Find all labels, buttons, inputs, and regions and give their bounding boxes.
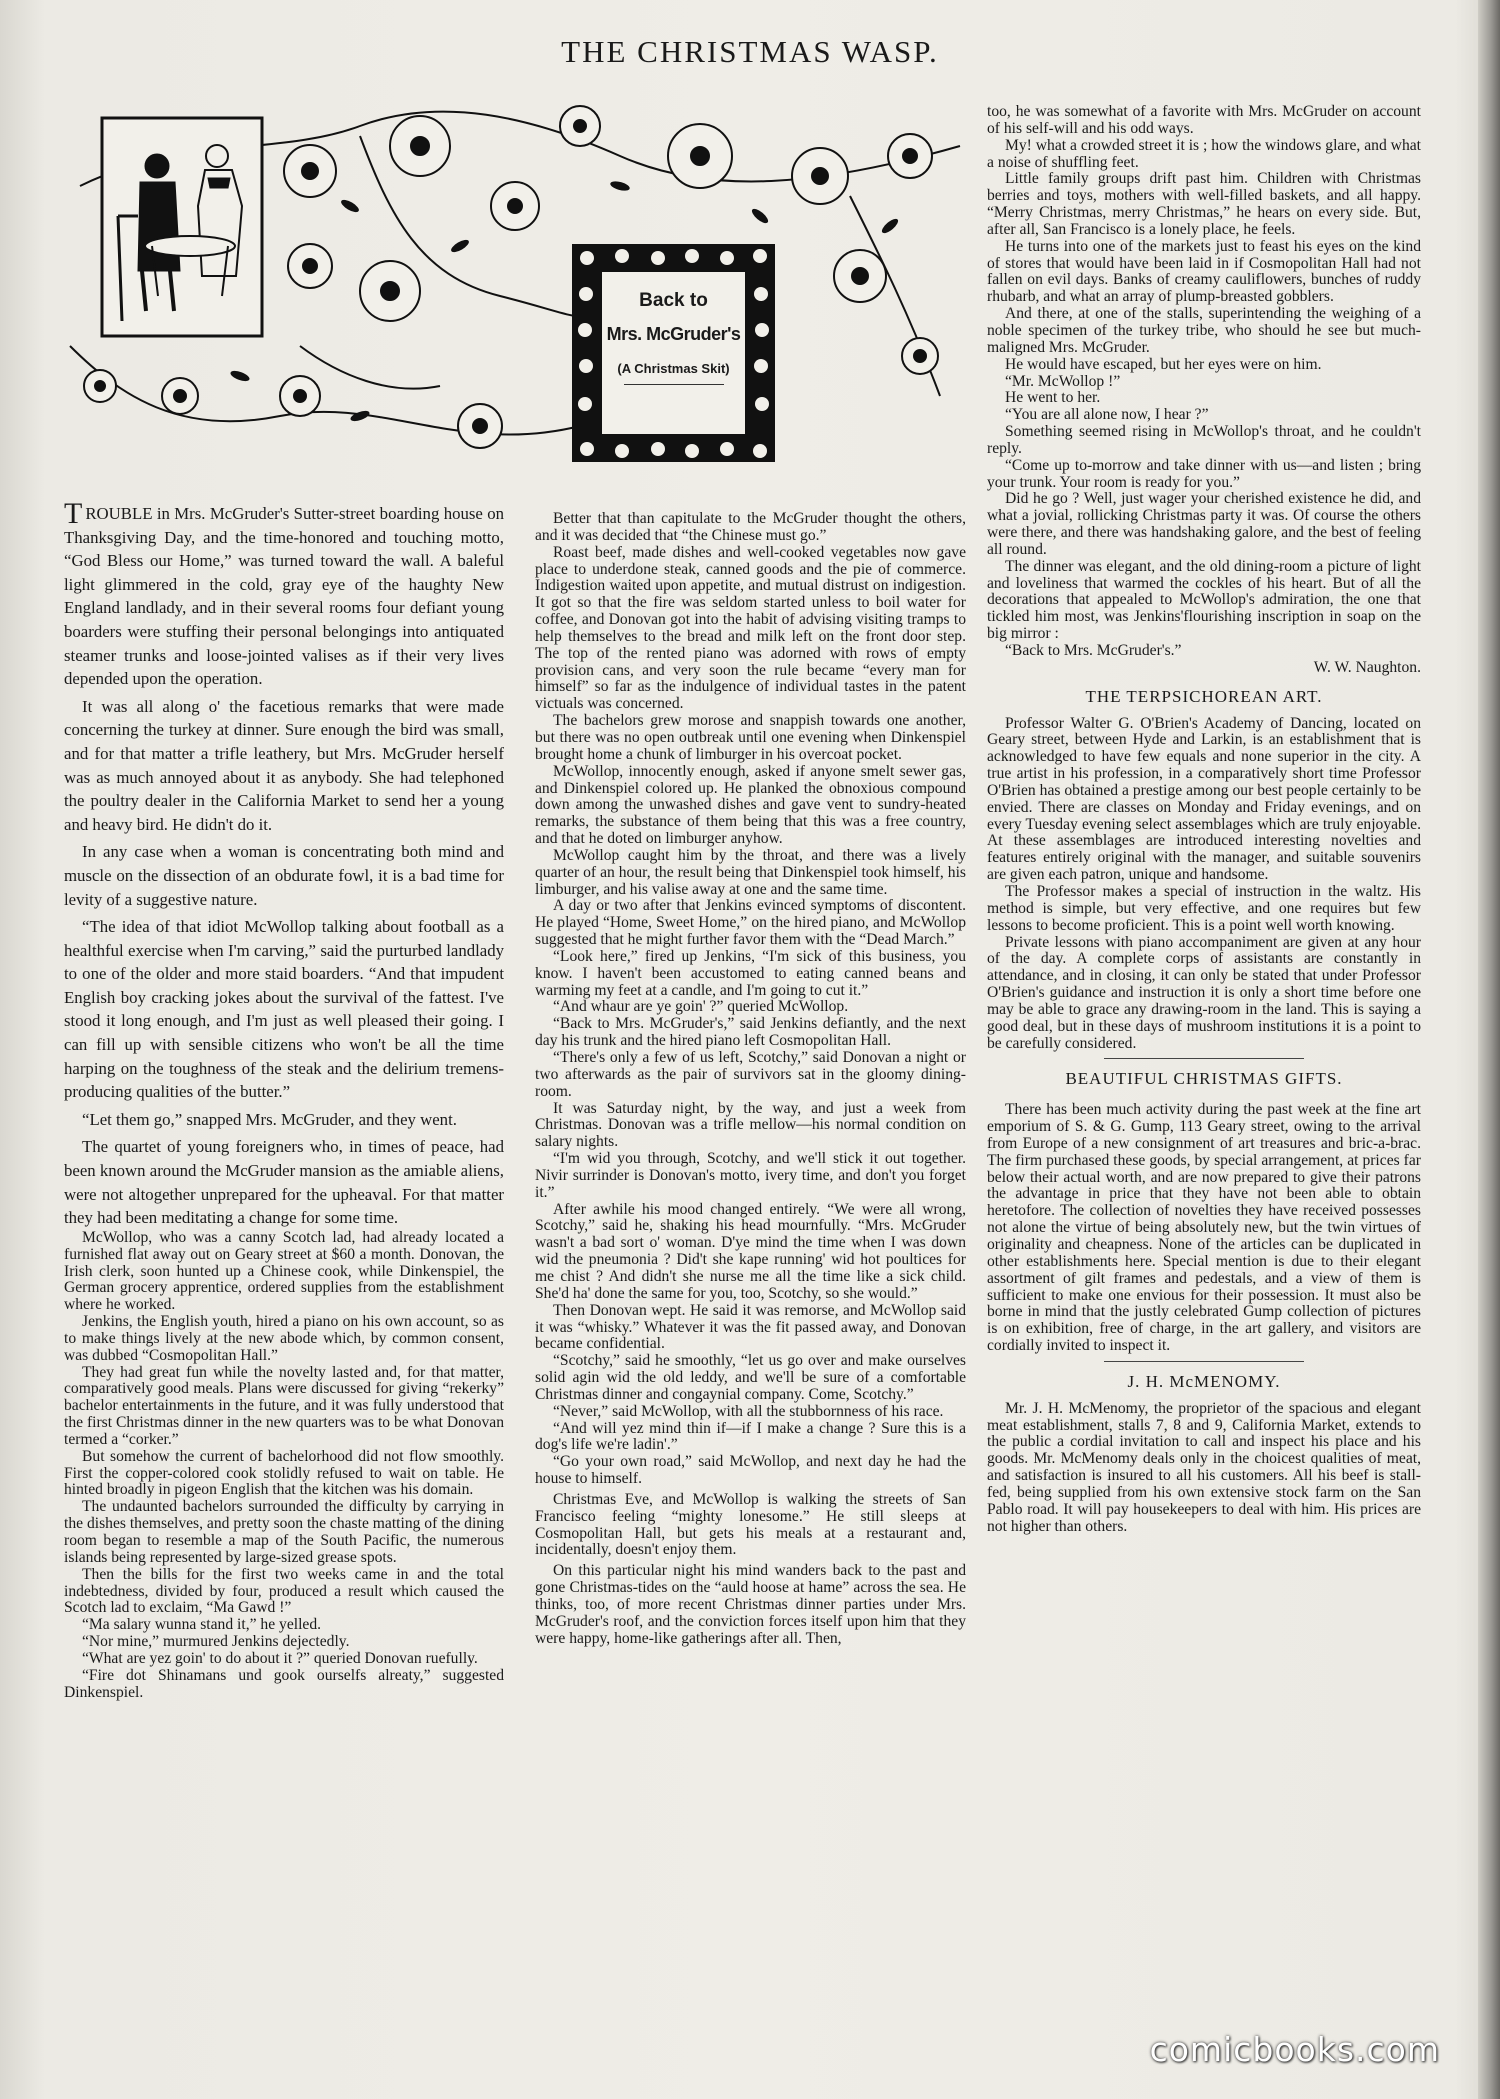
story-paragraph: But somehow the current of bachelorhood did not flow smoothly. First the copper-colored cook stolidly refused to wait on table. He hinted broadly in pigeon English that the kitchen was his domain. [64, 1447, 504, 1499]
story-paragraph: “Back to Mrs. McGruder's.” [1005, 642, 1182, 659]
story-column-2 [535, 511, 966, 1648]
story-paragraph: too, he was somewhat of a favorite with Mrs. McGruder on account of his self-will and his odd ways. [987, 103, 1421, 137]
running-title: THE CHRISTMAS WASP. [561, 34, 939, 69]
story-paragraph: He would have escaped, but her eyes were on him. [1005, 355, 1322, 373]
title-rule [624, 384, 724, 385]
story-column-1 [64, 497, 504, 1701]
story-paragraph: “I'm wid you through, Scotchy, and we'll stick it out together. Nivir surrinder is Donovan's motto, ivery time, and don't you forget it.” [535, 1150, 966, 1201]
story-paragraph: The bachelors grew morose and snappish towards one another, but there was no open outbreak until one evening when Dinkenspiel brought home a chunk of limburger in his overcoat pocket. [535, 712, 966, 763]
story-paragraph: Little family groups drift past him. Children with Christmas berries and toys, mothers with well-filled baskets, and all happy. “Merry Christmas, merry Christmas,” he hears on every side. But, after all, San Francisco is a lonely place, he feels. [987, 170, 1421, 238]
story-paragraph: On this particular night his mind wanders back to the past and gone Christmas-tides on the “auld hoose at hame” across the sea. He thinks, too, of more recent Christmas dinner parties under Mrs. McGruder's roof, and the conviction forces itself upon him that they were happy, home-like gatherings after all. Then, [535, 1562, 966, 1647]
story-paragraph: “You are all alone now, I hear ?” [1005, 406, 1209, 424]
story-column-3 [987, 104, 1421, 1536]
skit-title-panel [602, 272, 745, 434]
story-paragraph: And there, at one of the stalls, superintending the weighing of a noble specimen of the turkey tribe, who should he see but much-maligned Mrs. McGruder. [987, 305, 1421, 356]
story-paragraph: “Let them go,” snapped Mrs. McGruder, and they went. [82, 1109, 457, 1129]
ad-paragraph: There has been much activity during the past week at the fine art emporium of S. & G. Gump, 113 Geary street, owing to the arrival from Europe of a new consignment of art treasures and bric-a-brac. The firm purchased these goods, by special arrangement, at prices far below their actual worth, and are now prepared to give their patrons the advantage in price that they have not been able to obtain heretofore. The collection of novelties they have received possesses not alone the virtue of being absolutely new, but the twin virtues of originality and cheapness. None of the articles can be duplicated in other establishments here. Special mention is due to their elegant assortment of gilt frames and pedestals, and a view of them is sufficient to make one envious for their possession. It must also be borne in mind that the justly celebrated Gump collection of pictures is on exhibition, free of charge, in the art gallery, and visitors are cordially invited to inspect it. [987, 1101, 1421, 1355]
story-paragraph: Then Donovan wept. He said it was remorse, and McWollop said it was “whisky.” Whatever it was the fit passed away, and Donovan became confidential. [535, 1301, 966, 1353]
skit-title-box [572, 244, 775, 462]
story-paragraph: Roast beef, made dishes and well-cooked vegetables now gave place to underdone steak, canned goods and the pie of commerce. Indigestion waited upon appetite, and mutual distrust on indigestion. It got so that the fire was seldom started unless to boil water for coffee, and Donovan got into the habit of advising visiting tramps to help themselves to the bread and milk left on the front door step. The top of the rented piano was adorned with rows of empty provision cans, and very soon the rule became “every man for himself” so far as the indulgence of individual tastes in the patent victuals was concerned. [535, 543, 966, 713]
story-paragraph: “And will yez mind thin if—if I make a change ? Sure this is a dog's life we're ladin'.” [535, 1419, 966, 1454]
floral-vignette [60, 96, 965, 496]
story-paragraph: A day or two after that Jenkins evinced symptoms of discontent. He played “Home, Sweet Home,” on the hired piano, and McWollop suggested that he might further favor them with the “Dead March.” [535, 897, 966, 949]
author-signature: W. W. Naughton. [1313, 658, 1421, 676]
section-heading-christmas-gifts: BEAUTIFUL CHRISTMAS GIFTS. [1065, 1069, 1343, 1089]
story-paragraph: “Fire dot Shinamans und gook ourselfs alreaty,” suggested Dinkenspiel. [64, 1666, 504, 1701]
ad-paragraph: Mr. J. H. McMenomy, the proprietor of the spacious and elegant meat establishment, stalls 7, 8 and 9, California Market, extends to the public a cordial invitation to call and inspect his place and his goods. Mr. McMenomy deals only in the choicest qualities of meat, and satisfaction is insured to all his customers. All his beef is stall-fed, being supplied from his own extensive stock farm on the San Pablo road. It will pay housekeepers to deal with him. His prices are not higher than others. [987, 1399, 1421, 1535]
section-heading-mcmenomy: J. H. McMENOMY. [1127, 1371, 1281, 1391]
story-paragraph: “Back to Mrs. McGruder's,” said Jenkins defiantly, and the next day his trunk and the hired piano left Cosmopolitan Hall. [535, 1015, 966, 1050]
story-paragraph: In any case when a woman is concentrating both mind and muscle on the dissection of an obdurate fowl, it is a bad time for levity of a suggestive nature. [64, 842, 504, 909]
story-paragraph: “Come up to-morrow and take dinner with us—and listen ; bring your trunk. Your room is ready for you.” [987, 456, 1421, 491]
story-paragraph: The undaunted bachelors surrounded the difficulty by carrying in the dishes themselves, and pretty soon the chaste matting of the dining room began to resemble a map of the South Pacific, the numerous islands being represented by large-sized grease spots. [64, 1498, 504, 1566]
header-illustration [60, 96, 965, 496]
story-paragraph: “Ma salary wunna stand it,” he yelled. [82, 1616, 322, 1634]
story-paragraph: “Mr. McWollop !” [1005, 372, 1121, 390]
story-paragraph: “Go your own road,” said McWollop, and next day he had the house to himself. [535, 1453, 966, 1488]
story-paragraph: It was all along o' the facetious remarks that were made concerning the turkey at dinner. Sure enough the bird was small, and for that matter a trifle leathery, but Mrs. McGruder herself was as much annoyed about it as anybody. She had telephoned the poultry dealer in the California Market to send her a young and heavy bird. He didn't do it. [64, 696, 504, 834]
story-opening [64, 497, 504, 1230]
section-divider [1104, 1361, 1304, 1362]
section-heading-terpsichorean: THE TERPSICHOREAN ART. [1085, 686, 1323, 706]
story-paragraph: “Scotchy,” said he smoothly, “let us go over and make ourselves solid agin wid the old leddy, and we'll be sure of a comfortable Christmas dinner and congaynial company. Come, Scotchy.” [535, 1352, 966, 1403]
story-paragraph: My! what a crowded street it is ; how the windows glare, and what a noise of shuffling feet. [987, 136, 1421, 171]
story-paragraph: “The idea of that idiot McWollop talking about football as a healthful exercise when I'm carving,” said the purturbed landlady to one of the older and more staid boarders. “And that impudent English boy cracking jokes about the survival of the fattest. I've stood it long enough, and I'm just as well pleased their going. I can fill up with sensible citizens who won't be all the time harping on the toughness of the steak and the delirium tremens-producing qualities of the butter.” [64, 917, 504, 1102]
story-paragraph: “What are yez goin' to do about it ?” queried Donovan ruefully. [82, 1649, 478, 1667]
story-paragraph: McWollop caught him by the throat, and there was a lively quarter of an hour, the result being that Dinkenspiel took himself, his limburger, and his valise away at one and the same time. [535, 846, 966, 898]
story-paragraph: He went to her. [1005, 389, 1101, 407]
drop-cap: T [64, 497, 83, 530]
story-paragraph: Did he go ? Well, just wager your cherished existence he did, and what a jovial, rollicking Christmas party it was. Of course the others were there, and there was handshaking galore, and the best of feeling all round. [987, 490, 1421, 558]
story-paragraph: McWollop, innocently enough, asked if anyone smelt sewer gas, and Dinkenspiel colored up. He planked the obnoxious compound down among the unwashed dishes and gave vent to sundry-heated remarks, the substance of them being that this was a free country, and that he doted on limburger anyhow. [535, 762, 966, 848]
story-paragraph: TROUBLE in Mrs. McGruder's Sutter-street boarding house on Thanksgiving Day, and the time-honored and touching motto, “God Bless our Home,” was turned toward the wall. A baleful light glimmered in the cold, gray eye of the haughty New England landlady, and in their several rooms four defiant young boarders were stuffing their personal belongings into antiquated steamer trunks and loose-jointed valises as if their very lives depended upon the operation. [64, 497, 504, 689]
ad-paragraph: Professor Walter G. O'Brien's Academy of Dancing, located on Geary street, between Hyde and Larkin, is an establishment that is acknowledged to have few equals and none superior in the city. A true artist in his profession, in a comparatively short time Professor O'Brien has obtained a prestige among our best people certainly to be envied. There are classes on Monday and Friday evenings, and on every Tuesday evening select assemblages which are truly enjoyable. At these assemblages are introduced interesting novelties and features entirely original with the manager, and suitable souvenirs are given each patron, unique and handsome. [987, 714, 1421, 884]
story-paragraph: “And whaur are ye goin' ?” queried McWollop. [553, 998, 849, 1016]
skit-title-line-2: Mrs. McGruder's [606, 324, 741, 344]
story-paragraph: Something seemed rising in McWollop's throat, and he couldn't reply. [987, 423, 1421, 457]
story-paragraph: The quartet of young foreigners who, in times of peace, had been known around the McGruder mansion as the amiable aliens, were not altogether unprepared for the upheaval. For that matter they had been meditating a change for some time. [64, 1137, 504, 1228]
story-paragraph: Then the bills for the first two weeks came in and the total indebtedness, divided by four, produced a result which caused the Scotch lad to exclaim, “Ma Gawd !” [64, 1565, 504, 1617]
story-paragraph: They had great fun while the novelty lasted and, for that matter, comparatively good meals. Plans were discussed for giving “rekerky” bachelor entertainments in the future, and it was fully understood that the first Christmas dinner in the new quarters was to be what Donovan termed a “corker.” [64, 1363, 504, 1448]
story-paragraph: Better that than capitulate to the McGruder thought the others, and it was decided that “the Chinese must go.” [535, 510, 966, 544]
skit-title-line-3: (A Christmas Skit) [617, 361, 730, 376]
story-paragraph: The dinner was elegant, and the old dining-room a picture of light and loveliness that warmed the cockles of his heart. But of all the decorations that appealed to McWollop's admiration, the one that tickled him most, was Jenkins'flourishing inscription in soap on the big mirror : [987, 557, 1421, 643]
ad-paragraph: The Professor makes a special of instruction in the waltz. His method is simple, but very effective, and one requires but few lessons to become proficient. This is a point well worth knowing. [987, 882, 1421, 934]
story-paragraph: It was Saturday night, by the way, and just a week from Christmas. Donovan was a trifle mellow—his normal condition on salary nights. [535, 1099, 966, 1151]
story-paragraph: McWollop, who was a canny Scotch lad, had already located a furnished flat away out on Geary street at $60 a month. Donovan, the Irish clerk, soon hunted up a Chinese cook, while Dinkenspiel, the German grocery apprentice, ordered supplies from the establishment where he worked. [64, 1228, 504, 1314]
story-paragraph: “Never,” said McWollop, with all the stubbornness of his race. [553, 1402, 944, 1420]
story-paragraph: After awhile his mood changed entirely. “We were all wrong, Scotchy,” said he, shaking his head mournfully. “Mrs. McGruder wasn't a bad sort o' woman. D'ye mind the time when I was down wid the pneumonia ? Did't she kape running' wid hot poultices for me chist ? And didn't she nurse me all the time like a sick child. She'd ha' done the same for you, too, Scotchy, so she would.” [535, 1200, 966, 1302]
story-paragraph: “Nor mine,” murmured Jenkins dejectedly. [82, 1633, 350, 1651]
ad-paragraph: Private lessons with piano accompaniment are given at any hour of the day. A complete corps of assistants are constantly in attendance, and in closing, it can only be stated that under Professor O'Brien's guidance and instruction it is only a short time before one may be able to grace any drawing-room in the land. This is saying a good deal, but in these days of mushroom institutions it is a point to be carefully considered. [987, 933, 1421, 1052]
story-paragraph: He turns into one of the markets just to feast his eyes on the kind of stores that would have been laid in if Cosmopolitan Hall had not fallen on evil days. Banks of creamy cauliflowers, bunches of ruddy rhubarb, and what an array of plump-breasted gobblers. [987, 237, 1421, 306]
skit-title-line-1: Back to [639, 290, 708, 311]
page-spine-shadow [1478, 0, 1500, 2099]
story-paragraph: “There's only a few of us left, Scotchy,” said Donovan a night or two afterwards as the pair of survivors sat in the gloomy dining-room. [535, 1049, 966, 1100]
story-paragraph: Jenkins, the English youth, hired a piano on his own account, so as to make things lively at the new abode which, by common consent, was dubbed “Cosmopolitan Hall.” [64, 1313, 504, 1364]
story-paragraph: “Look here,” fired up Jenkins, “I'm sick of this business, you know. I haven't been accustomed to eating canned beans and warming my feet at a candle, and I'm going to cut it.” [535, 947, 966, 999]
story-paragraph: Christmas Eve, and McWollop is walking the streets of San Francisco feeling “mighty lonesome.” He still sleeps at Cosmopolitan Hall, but gets his meals at a restaurant and, incidentally, doesn't enjoy them. [535, 1490, 966, 1559]
section-divider [1104, 1058, 1304, 1059]
site-watermark: comicbooks.com [1149, 2030, 1440, 2069]
